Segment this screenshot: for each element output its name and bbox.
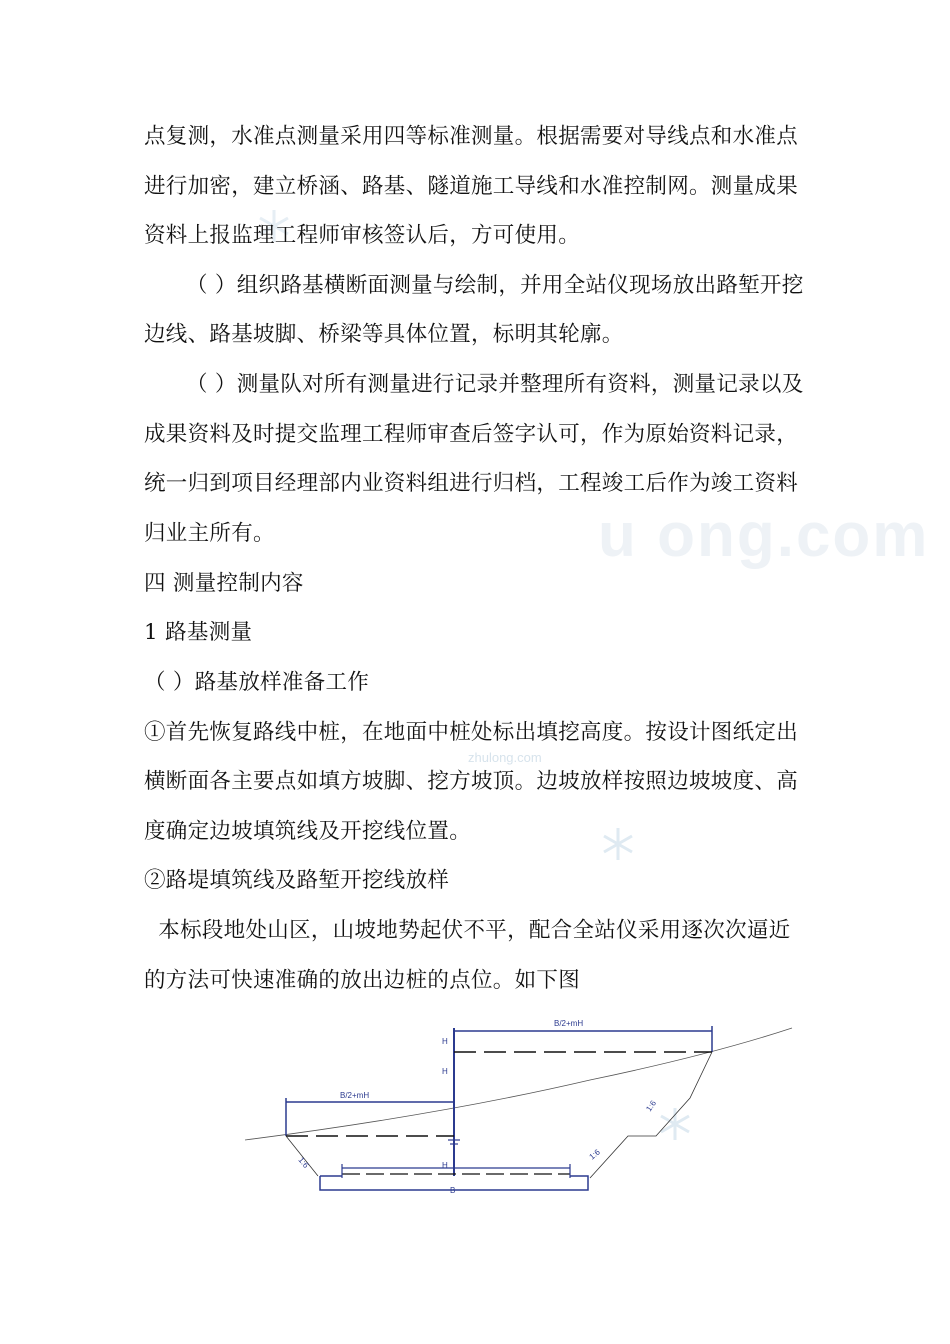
paragraph-line: 的方法可快速准确的放出边桩的点位。如下图 [144, 968, 581, 993]
paragraph-line: 统一归到项目经理部内业资料组进行归档，工程竣工后作为竣工资料 [144, 471, 799, 496]
paragraph-line: 点复测，水准点测量采用四等标准测量。根据需要对导线点和水准点 [144, 124, 799, 149]
right-lower-slope-label: 1:6 [587, 1147, 602, 1162]
watermark-text: u ong.com [598, 501, 930, 570]
right-upper-slope-label: 1:6 [644, 1098, 659, 1114]
paragraph-line: （ ）组织路基横断面测量与绘制，并用全站仪现场放出路堑开挖 [186, 273, 804, 298]
snowflake-watermark-icon [598, 824, 638, 864]
paragraph-line: 归业主所有。 [144, 521, 275, 546]
subsection-heading: （ ）路基放样准备工作 [144, 670, 370, 695]
paragraph-line: （ ）测量队对所有测量进行记录并整理所有资料，测量记录以及 [186, 372, 804, 397]
subsection-heading: 1 路基测量 [144, 620, 253, 645]
left-dimension-label: B/2+mH [340, 1091, 370, 1100]
paragraph-line: 边线、路基坡脚、桥梁等具体位置，标明其轮廓。 [144, 322, 624, 347]
height-mark-label: H [442, 1161, 448, 1170]
height-mark-label: H [442, 1037, 448, 1046]
height-mark-label: H [442, 1067, 448, 1076]
paragraph-line: 度确定边坡填筑线及开挖线位置。 [144, 819, 472, 844]
paragraph-line: 进行加密，建立桥涵、路基、隧道施工导线和水准控制网。测量成果 [144, 174, 799, 199]
right-slope-line [587, 1052, 712, 1178]
left-slope-label: 1:6 [296, 1155, 311, 1170]
watermark-small-text: zhulong.com [468, 750, 542, 765]
ground-line [245, 1028, 792, 1140]
paragraph-line: ②路堤填筑线及路堑开挖线放样 [144, 868, 450, 893]
paragraph-line: 横断面各主要点如填方坡脚、挖方坡顶。边坡放样按照边坡坡度、高 [144, 769, 799, 794]
paragraph-line: 成果资料及时提交监理工程师审查后签字认可，作为原始资料记录， [144, 422, 799, 447]
paragraph-line: ①首先恢复路线中桩，在地面中桩处标出填挖高度。按设计图纸定出 [144, 720, 799, 745]
section-heading: 四 测量控制内容 [144, 571, 304, 596]
bottom-width-label: B [450, 1186, 456, 1195]
top-dimension-label: B/2+mH [554, 1019, 584, 1028]
paragraph-line: 资料上报监理工程师审核签认后，方可使用。 [144, 223, 581, 248]
paragraph-line: 本标段地处山区，山坡地势起伏不平，配合全站仪采用逐次次逼近 [144, 918, 791, 943]
roadbed-cross-section-diagram [240, 1010, 800, 1210]
